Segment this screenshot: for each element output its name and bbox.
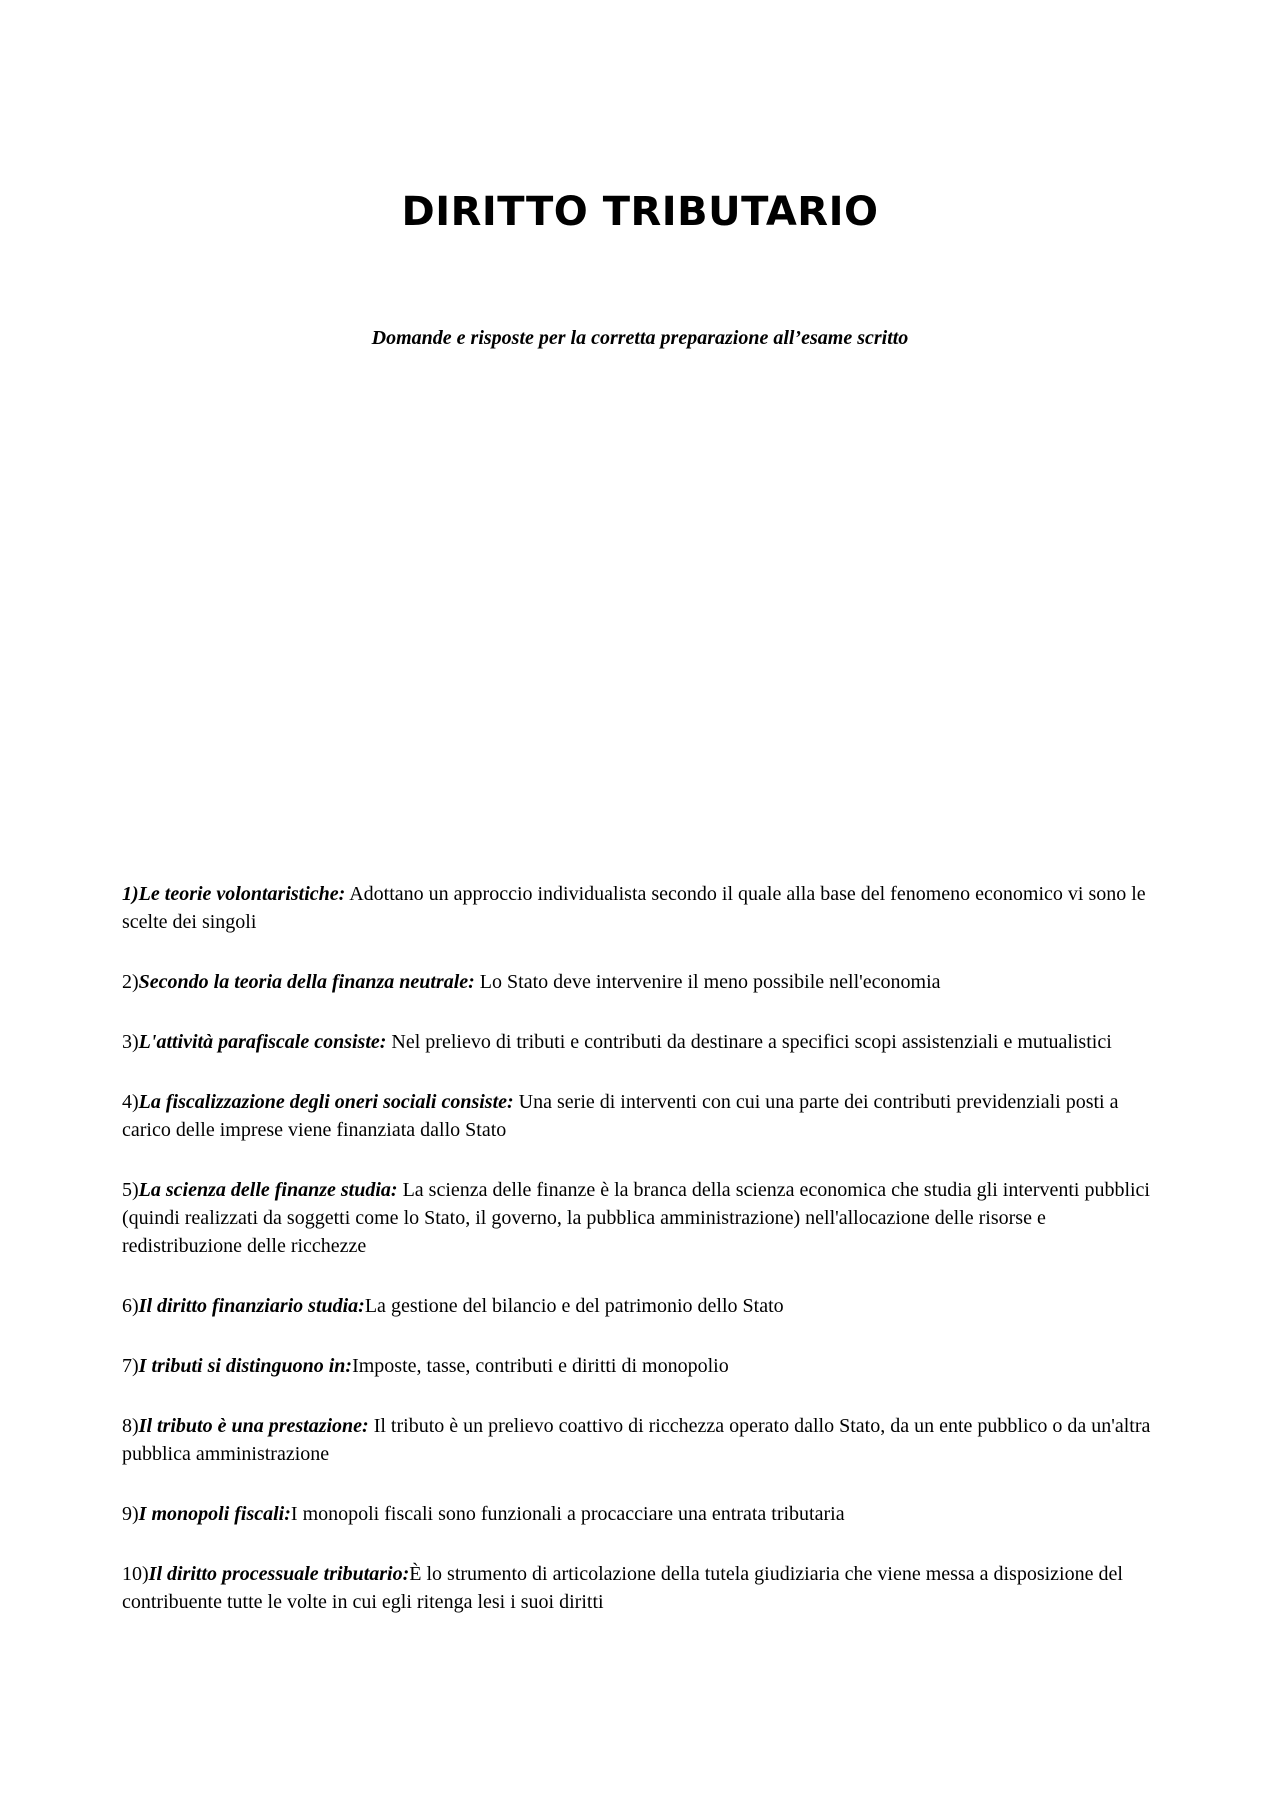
item-question: Il diritto finanziario studia: <box>138 1295 365 1317</box>
item-number: 10) <box>122 1563 149 1585</box>
item-answer: Il tributo è un prelievo coattivo di ricchezza operato dallo Stato, da un ente pubblico o da un'altra pubblica amministrazione <box>122 1415 1151 1465</box>
item-number: 8) <box>122 1415 139 1437</box>
item-number: 1) <box>122 883 139 905</box>
qa-item <box>122 1028 1162 1056</box>
item-question: I monopoli fiscali: <box>138 1503 291 1525</box>
item-question: La fiscalizzazione degli oneri sociali consiste: <box>138 1091 514 1113</box>
item-number: 7) <box>122 1355 139 1377</box>
item-question: Il diritto processuale tributario: <box>148 1563 410 1585</box>
qa-item <box>122 880 1162 936</box>
item-question: L'attività parafiscale consiste: <box>138 1031 387 1053</box>
item-answer: È lo strumento di articolazione della tutela giudiziaria che viene messa a disposizione del contribuente tutte le volte in cui egli ritenga lesi i suoi diritti <box>122 1563 1123 1613</box>
qa-item <box>122 968 1162 996</box>
item-answer: La scienza delle finanze è la branca della scienza economica che studia gli interventi pubblici (quindi realizzati da soggetti come lo Stato, il governo, la pubblica amministrazione) nell'allocazione delle risorse e redistribuzione delle ricchezze <box>122 1179 1150 1257</box>
qa-item <box>122 1088 1162 1144</box>
item-answer: Imposte, tasse, contributi e diritti di monopolio <box>352 1355 729 1377</box>
qa-item <box>122 1412 1162 1468</box>
item-number: 5) <box>122 1179 139 1201</box>
document-subtitle: Domande e risposte per la corretta preparazione all’esame scritto <box>371 327 909 349</box>
qa-item <box>122 1292 1162 1320</box>
item-number: 6) <box>122 1295 139 1317</box>
item-question: Le teorie volontaristiche: <box>138 883 346 905</box>
item-number: 4) <box>122 1091 139 1113</box>
item-answer: Adottano un approccio individualista secondo il quale alla base del fenomeno economico vi sono le scelte dei singoli <box>122 883 1146 933</box>
item-question: I tributi si distinguono in: <box>138 1355 353 1377</box>
item-question: Il tributo è una prestazione: <box>138 1415 369 1437</box>
qa-item <box>122 1560 1162 1616</box>
item-answer: La gestione del bilancio e del patrimonio dello Stato <box>364 1295 784 1317</box>
qa-item <box>122 1500 1162 1528</box>
item-number: 2) <box>122 971 139 993</box>
item-question: Secondo la teoria della finanza neutrale: <box>138 971 475 993</box>
qa-item <box>122 1176 1162 1260</box>
item-question: La scienza delle finanze studia: <box>138 1179 398 1201</box>
qa-item <box>122 1352 1162 1380</box>
item-answer: Una serie di interventi con cui una parte dei contributi previdenziali posti a carico delle imprese viene finanziata dallo Stato <box>122 1091 1119 1141</box>
document-title: DIRITTO TRIBUTARIO <box>401 188 879 235</box>
item-number: 9) <box>122 1503 139 1525</box>
item-answer: I monopoli fiscali sono funzionali a procacciare una entrata tributaria <box>290 1503 845 1525</box>
item-answer: Nel prelievo di tributi e contributi da destinare a specifici scopi assistenziali e mutualistici <box>391 1031 1112 1053</box>
qa-list <box>122 880 1162 1648</box>
item-number: 3) <box>122 1031 139 1053</box>
item-answer: Lo Stato deve intervenire il meno possibile nell'economia <box>479 971 941 993</box>
